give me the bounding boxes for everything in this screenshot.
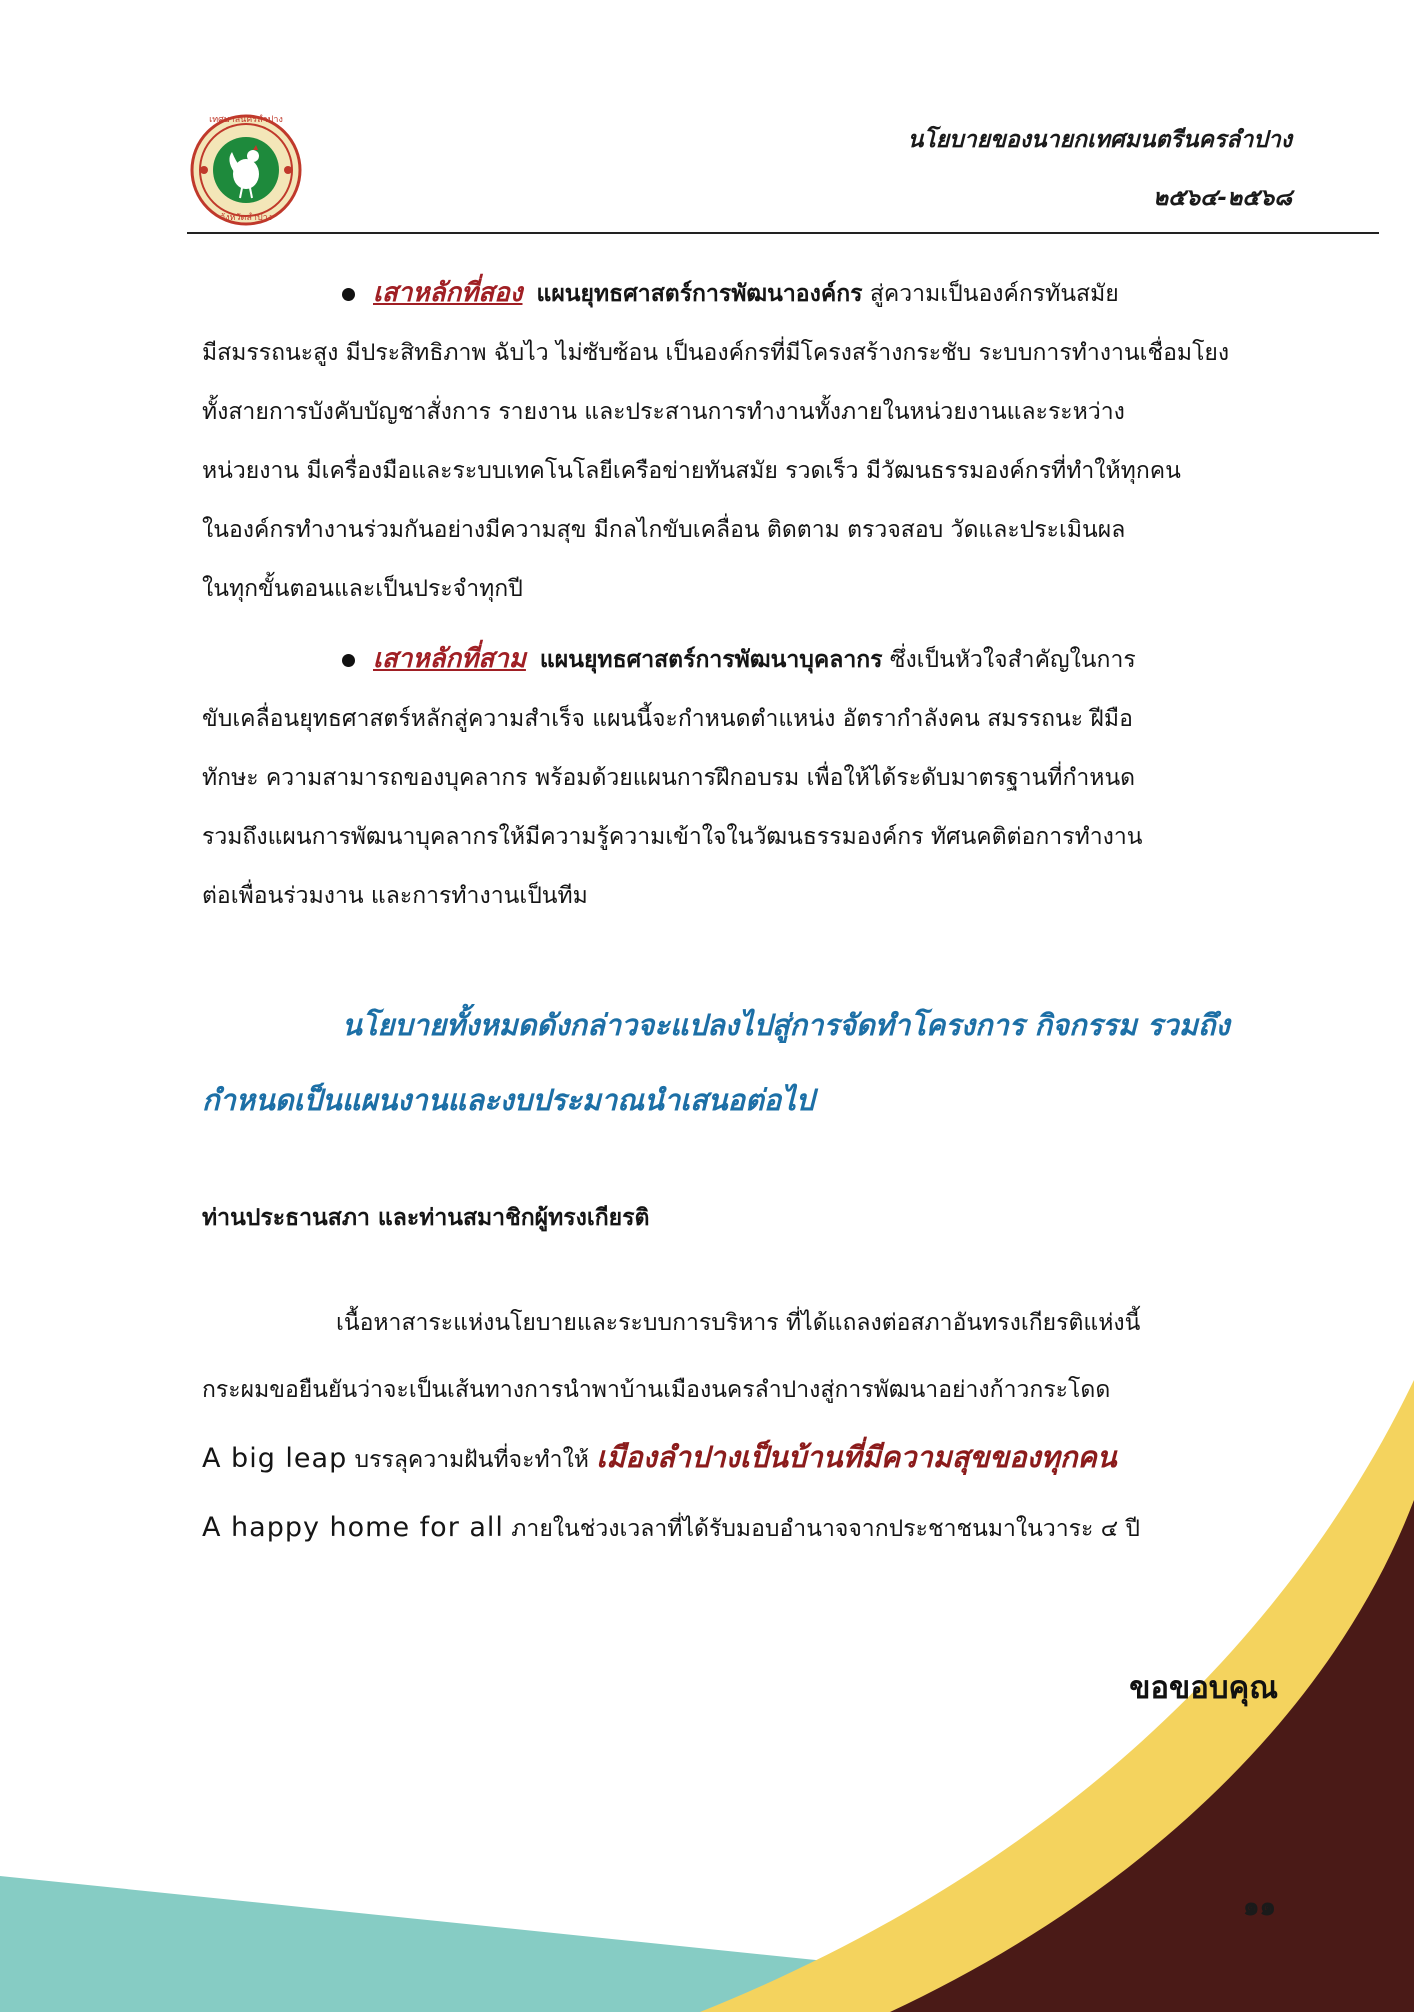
pillar-three-heading: แผนยุทธศาสตร์การพัฒนาบุคลากร xyxy=(539,647,883,673)
happy-city-text: เมืองลำปางเป็นบ้านที่มีความสุขของทุกคน xyxy=(596,1440,1117,1474)
pillar-three-line: ทักษะ ความสามารถของบุคลากร พร้อมด้วยแผนการฝึกอบรม เพื่อให้ได้ระดับมาตรฐานที่กำหนด xyxy=(202,765,1136,791)
closing-line-2: กำหนดเป็นแผนงานและงบประมาณนำเสนอต่อไป xyxy=(202,1083,815,1117)
closing-line-1: นโยบายทั้งหมดดังกล่าวจะแปลงไปสู่การจัดทำโครงการ กิจกรรม รวมถึง xyxy=(342,1008,1230,1042)
pillar-three-line1-rest: ซึ่งเป็นหัวใจสำคัญในการ xyxy=(889,647,1136,673)
bullet-icon xyxy=(342,654,355,667)
pillar-two-line: ทั้งสายการบังคับบัญชาสั่งการ รายงาน และประสานการทำงานทั้งภายในหน่วยงานและระหว่าง xyxy=(202,399,1125,425)
pillar-two-line: ในทุกขั้นตอนและเป็นประจำทุกปี xyxy=(202,576,523,602)
header-divider xyxy=(187,232,1379,234)
closing-statement xyxy=(202,988,1280,1138)
pillar-two-first-line xyxy=(202,264,1280,324)
pillar-three-label: เสาหลักที่สาม xyxy=(373,644,526,674)
page-number: ๑๑ xyxy=(1242,1892,1276,1922)
summary-line-3-thai: บรรลุความฝันที่จะทำให้ xyxy=(354,1447,589,1473)
thank-you-text: ขอขอบคุณ xyxy=(1129,1670,1278,1706)
municipality-logo xyxy=(190,114,302,226)
logo-top-text: เทศบาลนครลำปาง xyxy=(209,115,283,125)
bullet-icon xyxy=(342,288,355,301)
pillar-three-section xyxy=(202,630,1280,926)
pillar-two-line: มีสมรรถนะสูง มีประสิทธิภาพ ฉับไว ไม่ซับซ้อน เป็นองค์กรที่มีโครงสร้างกระชับ ระบบการทำงานเชื่อมโยง xyxy=(202,340,1230,366)
pillar-two-line1-rest: สู่ความเป็นองค์กรทันสมัย xyxy=(869,281,1119,307)
pillar-two-heading: แผนยุทธศาสตร์การพัฒนาองค์กร xyxy=(536,281,863,307)
pillar-two-line: ในองค์กรทำงานร่วมกันอย่างมีความสุข มีกลไกขับเคลื่อน ติดตาม ตรวจสอบ วัดและประเมินผล xyxy=(202,517,1126,543)
pillar-two-section xyxy=(202,264,1280,619)
pillar-three-line: ต่อเพื่อนร่วมงาน และการทำงานเป็นทีม xyxy=(202,883,588,909)
pillar-two-label: เสาหลักที่สอง xyxy=(373,278,523,308)
summary-line-3 xyxy=(202,1424,1280,1494)
summary-line-2: กระผมขอยืนยันว่าจะเป็นเส้นทางการนำพาบ้านเมืองนครลำปางสู่การพัฒนาอย่างก้าวกระโดด xyxy=(202,1377,1111,1403)
pillar-three-first-line xyxy=(202,630,1280,690)
summary-line-4-thai: ภายในช่วงเวลาที่ได้รับมอบอำนาจจากประชาชนมาในวาระ ๔ ปี xyxy=(511,1516,1141,1542)
summary-line-4 xyxy=(202,1494,1280,1563)
big-leap-text: A big leap xyxy=(202,1443,348,1474)
logo-bottom-text: จังหวัดลำปาง xyxy=(219,213,273,223)
pillar-two-line: หน่วยงาน มีเครื่องมือและระบบเทคโนโลยีเครือข่ายทันสมัย รวดเร็ว มีวัฒนธรรมองค์กรที่ทำให้ทุกคน xyxy=(202,458,1181,484)
summary-line-1: เนื้อหาสาระแห่งนโยบายและระบบการบริหาร ที่ได้แถลงต่อสภาอันทรงเกียรติแห่งนี้ xyxy=(336,1310,1141,1336)
header-years: ๒๕๖๔-๒๕๖๘ xyxy=(1152,185,1292,211)
header-title: นโยบายของนายกเทศมนตรีนครลำปาง xyxy=(907,127,1292,153)
salutation: ท่านประธานสภา และท่านสมาชิกผู้ทรงเกียรติ xyxy=(202,1205,650,1231)
pillar-three-line: ขับเคลื่อนยุทธศาสตร์หลักสู่ความสำเร็จ แผนนี้จะกำหนดตำแหน่ง อัตรากำลังคน สมรรถนะ ฝีมือ xyxy=(202,706,1133,732)
pillar-three-line: รวมถึงแผนการพัฒนาบุคลากรให้มีความรู้ความเข้าใจในวัฒนธรรมองค์กร ทัศนคติต่อการทำงาน xyxy=(202,824,1143,850)
summary-paragraph xyxy=(202,1290,1280,1563)
happy-home-text: A happy home for all xyxy=(202,1512,504,1543)
